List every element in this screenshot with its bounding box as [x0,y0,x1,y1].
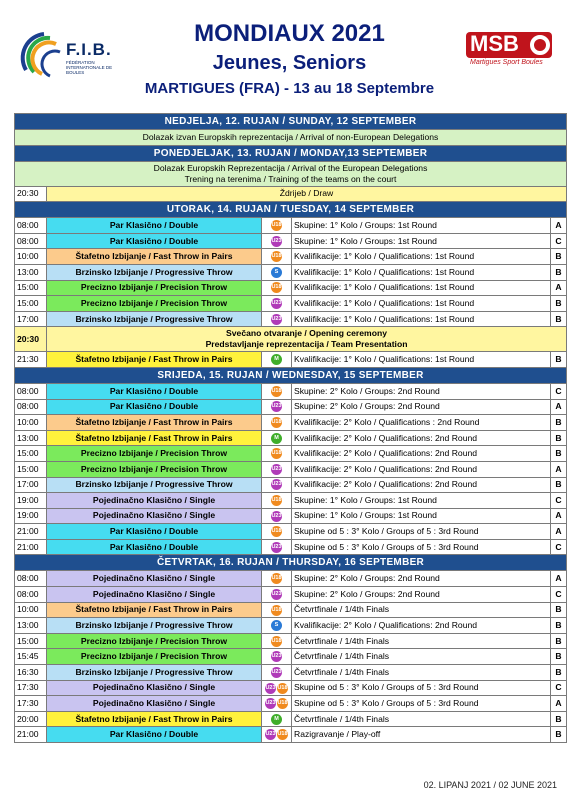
event-court: C [551,539,567,555]
event-round: Skupine od 5 : 3° Kolo / Groups of 5 : 3rd Round [292,696,551,712]
event-court: C [551,587,567,603]
event-court: B [551,415,567,431]
fib-name: F.I.B. [66,40,112,59]
event-discipline: Precizno Izbijanje / Precision Throw [47,461,262,477]
event-discipline: Precizno Izbijanje / Precision Throw [47,296,262,312]
event-time: 08:00 [15,218,47,234]
category-badge-icon: U18 [271,220,282,231]
event-round: Skupine: 2° Kolo / Groups: 2nd Round [292,587,551,603]
event-category [262,383,292,399]
event-category [262,249,292,265]
category-badge-icon: U23 [271,401,282,412]
event-time: 15:00 [15,296,47,312]
event-court: B [551,446,567,462]
category-badge-icon: M [271,354,282,365]
ceremony-row [15,327,567,352]
event-round: Četvrtfinale / 1/4th Finals [292,602,551,618]
day-note-line: Trening na terenima / Training of the teams on the court [184,173,397,184]
event-time: 21:30 [15,352,47,368]
event-round: Skupine: 2° Kolo / Groups: 2nd Round [292,399,551,415]
event-category [262,352,292,368]
event-court: B [551,711,567,727]
event-court: B [551,665,567,681]
event-time: 15:00 [15,446,47,462]
event-discipline: Štafetno Izbijanje / Fast Throw in Pairs [47,415,262,431]
event-time: 19:00 [15,493,47,509]
draw-row [15,186,567,202]
event-discipline: Pojedinačno Klasično / Single [47,493,262,509]
event-time: 15:00 [15,461,47,477]
event-round: Četvrtfinale / 1/4th Finals [292,711,551,727]
page-subtitle: Jeunes, Seniors [212,52,367,74]
event-discipline: Brzinsko Izbijanje / Progressive Throw [47,311,262,327]
event-court: C [551,233,567,249]
day-header-row [15,202,567,218]
table-row [15,249,567,265]
event-round: Skupine od 5 : 3° Kolo / Groups of 5 : 3rd Round [292,539,551,555]
event-court: B [551,477,567,493]
event-round: Skupine: 2° Kolo / Groups: 2nd Round [292,571,551,587]
event-discipline: Štafetno Izbijanje / Fast Throw in Pairs [47,249,262,265]
event-place: MARTIGUES (FRA) - 13 au 18 Septembre [144,80,435,97]
table-row [15,352,567,368]
event-court: B [551,296,567,312]
event-category [262,524,292,540]
ceremony-line: Svečano otvaranje / Opening ceremony [226,328,387,339]
event-discipline: Štafetno Izbijanje / Fast Throw in Pairs [47,352,262,368]
event-time: 19:00 [15,508,47,524]
category-badge-icon: U23 [271,298,282,309]
msb-name: MSB [470,31,519,56]
schedule-table [14,113,567,743]
table-row [15,618,567,634]
event-time: 15:45 [15,649,47,665]
event-discipline: Pojedinačno Klasično / Single [47,587,262,603]
category-badge-icon: U18 [277,683,288,694]
event-category [262,649,292,665]
category-badge-icon: U23 [271,542,282,553]
table-row [15,696,567,712]
table-row [15,665,567,681]
event-discipline: Štafetno Izbijanje / Fast Throw in Pairs [47,430,262,446]
event-discipline: Pojedinačno Klasično / Single [47,680,262,696]
event-discipline: Brzinsko Izbijanje / Progressive Throw [47,665,262,681]
event-round: Četvrtfinale / 1/4th Finals [292,665,551,681]
event-discipline: Štafetno Izbijanje / Fast Throw in Pairs [47,711,262,727]
day-note: Dolazak izvan Europskih reprezentacija / Arrival of non-European Delegations [15,130,567,146]
category-badge-icon: U23 [271,464,282,475]
table-row [15,430,567,446]
event-category [262,493,292,509]
event-category [262,446,292,462]
table-row [15,727,567,743]
event-court: B [551,264,567,280]
table-row [15,587,567,603]
draw-time: 20:30 [15,186,47,202]
event-round: Kvalifikacije: 1° Kolo / Qualifications: 1st Round [292,280,551,296]
category-badge-icon: U23 [271,236,282,247]
category-badge-icon: U18 [271,605,282,616]
category-badge-icon: U23 [271,651,282,662]
event-category [262,399,292,415]
category-badge-icon: U23 [265,729,276,740]
table-row [15,461,567,477]
table-row [15,296,567,312]
event-court: C [551,383,567,399]
event-round: Skupine: 1° Kolo / Groups: 1st Round [292,508,551,524]
event-category [262,711,292,727]
table-row [15,399,567,415]
event-round: Skupine od 5 : 3° Kolo / Groups of 5 : 3rd Round [292,680,551,696]
table-row [15,602,567,618]
table-row [15,493,567,509]
document-date: 02. LIPANJ 2021 / 02 JUNE 2021 [423,780,557,790]
event-category [262,264,292,280]
event-court: A [551,524,567,540]
event-category [262,571,292,587]
event-category [262,311,292,327]
event-court: A [551,508,567,524]
event-court: B [551,602,567,618]
category-badge-icon: S [271,267,282,278]
table-row [15,311,567,327]
event-round: Četvrtfinale / 1/4th Finals [292,649,551,665]
event-discipline: Par Klasično / Double [47,524,262,540]
note-row [15,161,567,186]
table-row [15,649,567,665]
event-court: A [551,461,567,477]
event-discipline: Štafetno Izbijanje / Fast Throw in Pairs [47,602,262,618]
day-header: PONEDJELJAK, 13. RUJAN / MONDAY,13 SEPTEMBER [15,145,567,161]
event-court: B [551,249,567,265]
event-round: Razigravanje / Play-off [292,727,551,743]
event-time: 17:30 [15,680,47,696]
event-time: 08:00 [15,233,47,249]
event-category [262,508,292,524]
event-court: B [551,633,567,649]
day-header: SRIJEDA, 15. RUJAN / WEDNESDAY, 15 SEPTEMBER [15,367,567,383]
event-time: 17:30 [15,696,47,712]
event-category [262,280,292,296]
event-time: 17:00 [15,311,47,327]
category-badge-icon: U18 [271,386,282,397]
event-time: 10:00 [15,415,47,431]
event-time: 13:00 [15,264,47,280]
event-time: 10:00 [15,249,47,265]
table-row [15,711,567,727]
event-round: Skupine: 1° Kolo / Groups: 1st Round [292,218,551,234]
event-round: Skupine: 1° Kolo / Groups: 1st Round [292,233,551,249]
category-badge-icon: U18 [271,417,282,428]
table-row [15,680,567,696]
event-round: Kvalifikacije: 2° Kolo / Qualifications: 2nd Round [292,477,551,493]
event-category [262,665,292,681]
table-row [15,233,567,249]
category-badge-icon: U18 [277,729,288,740]
event-category [262,602,292,618]
event-discipline: Par Klasično / Double [47,539,262,555]
event-time: 13:00 [15,430,47,446]
note-row [15,130,567,146]
event-court: A [551,696,567,712]
event-time: 08:00 [15,571,47,587]
event-category [262,233,292,249]
event-round: Kvalifikacije: 2° Kolo / Qualifications : 2nd Round [292,415,551,431]
category-badge-icon: U23 [265,698,276,709]
event-court: B [551,649,567,665]
event-discipline: Par Klasično / Double [47,233,262,249]
event-category [262,680,292,696]
event-round: Skupine od 5 : 3° Kolo / Groups of 5 : 3rd Round [292,524,551,540]
event-time: 10:00 [15,602,47,618]
table-row [15,280,567,296]
fib-subtitle: FÉDÉRATION INTERNATIONALE DE BOULES [66,60,113,75]
category-badge-icon: U23 [271,314,282,325]
event-court: C [551,680,567,696]
event-round: Četvrtfinale / 1/4th Finals [292,633,551,649]
category-badge-icon: U23 [271,589,282,600]
event-discipline: Brzinsko Izbijanje / Progressive Throw [47,618,262,634]
event-round: Kvalifikacije: 2° Kolo / Qualifications: 2nd Round [292,430,551,446]
event-discipline: Precizno Izbijanje / Precision Throw [47,280,262,296]
event-round: Kvalifikacije: 2° Kolo / Qualifications: 2nd Round [292,446,551,462]
table-row [15,415,567,431]
event-court: A [551,571,567,587]
category-badge-icon: U23 [271,479,282,490]
event-discipline: Brzinsko Izbijanje / Progressive Throw [47,477,262,493]
event-discipline: Precizno Izbijanje / Precision Throw [47,649,262,665]
event-discipline: Pojedinačno Klasično / Single [47,508,262,524]
category-badge-icon: S [271,620,282,631]
event-round: Kvalifikacije: 1° Kolo / Qualifications: 1st Round [292,311,551,327]
msb-subtitle: Martigues Sport Boules [470,59,543,66]
event-time: 21:00 [15,727,47,743]
category-badge-icon: U18 [271,282,282,293]
event-time: 08:00 [15,399,47,415]
table-row [15,633,567,649]
event-category [262,618,292,634]
event-category [262,477,292,493]
page-title: MONDIAUX 2021 [194,20,385,47]
event-round: Kvalifikacije: 1° Kolo / Qualifications: 1st Round [292,296,551,312]
event-round: Kvalifikacije: 1° Kolo / Qualifications: 1st Round [292,264,551,280]
day-note [15,161,567,186]
table-row [15,524,567,540]
event-discipline: Pojedinačno Klasično / Single [47,571,262,587]
category-badge-icon: U18 [271,636,282,647]
event-round: Kvalifikacije: 1° Kolo / Qualifications: 1st Round [292,249,551,265]
event-category [262,415,292,431]
event-court: B [551,311,567,327]
event-court: A [551,218,567,234]
ceremony-label [47,327,567,352]
event-discipline: Par Klasično / Double [47,399,262,415]
event-court: C [551,493,567,509]
event-court: A [551,280,567,296]
day-header-row [15,367,567,383]
event-category [262,587,292,603]
category-badge-icon: U18 [271,448,282,459]
event-time: 15:00 [15,633,47,649]
event-time: 20:00 [15,711,47,727]
event-time: 08:00 [15,587,47,603]
event-category [262,696,292,712]
event-discipline: Precizno Izbijanje / Precision Throw [47,446,262,462]
category-badge-icon: U23 [271,511,282,522]
event-time: 21:00 [15,539,47,555]
table-row [15,477,567,493]
day-header: UTORAK, 14. RUJAN / TUESDAY, 14 SEPTEMBER [15,202,567,218]
event-discipline: Par Klasično / Double [47,727,262,743]
ceremony-time: 20:30 [15,327,47,352]
event-discipline: Pojedinačno Klasično / Single [47,696,262,712]
event-time: 15:00 [15,280,47,296]
event-time: 08:00 [15,383,47,399]
event-discipline: Par Klasično / Double [47,383,262,399]
event-time: 16:30 [15,665,47,681]
table-row [15,218,567,234]
ceremony-line: Predstavljanje reprezentacija / Team Presentation [205,339,408,350]
category-badge-icon: U23 [265,683,276,694]
event-court: B [551,352,567,368]
event-category [262,430,292,446]
event-discipline: Precizno Izbijanje / Precision Throw [47,633,262,649]
category-badge-icon: M [271,433,282,444]
table-row [15,508,567,524]
table-row [15,383,567,399]
event-time: 17:00 [15,477,47,493]
category-badge-icon: U18 [271,251,282,262]
draw-label: Ždrijeb / Draw [47,186,567,202]
event-category [262,727,292,743]
event-court: B [551,618,567,634]
event-category [262,296,292,312]
event-round: Skupine: 2° Kolo / Groups: 2nd Round [292,383,551,399]
category-badge-icon: U18 [277,698,288,709]
event-discipline: Par Klasično / Double [47,218,262,234]
event-round: Kvalifikacije: 2° Kolo / Qualifications: 2nd Round [292,461,551,477]
event-court: B [551,727,567,743]
event-round: Skupine: 1° Kolo / Groups: 1st Round [292,493,551,509]
event-round: Kvalifikacije: 2° Kolo / Qualifications: 2nd Round [292,618,551,634]
event-category [262,539,292,555]
event-category [262,633,292,649]
event-round: Kvalifikacije: 1° Kolo / Qualifications: 1st Round [292,352,551,368]
category-badge-icon: U23 [271,667,282,678]
day-header-row [15,145,567,161]
day-header-row [15,114,567,130]
event-time: 13:00 [15,618,47,634]
event-discipline: Brzinsko Izbijanje / Progressive Throw [47,264,262,280]
day-header: ČETVRTAK, 16. RUJAN / THURSDAY, 16 SEPTEMBER [15,555,567,571]
day-header: NEDJELJA, 12. RUJAN / SUNDAY, 12 SEPTEMBER [15,114,567,130]
document-header [0,0,579,110]
category-badge-icon: U18 [271,526,282,537]
category-badge-icon: U18 [271,573,282,584]
table-row [15,539,567,555]
event-court: B [551,430,567,446]
event-category [262,218,292,234]
event-time: 21:00 [15,524,47,540]
table-row [15,264,567,280]
category-badge-icon: M [271,714,282,725]
table-row [15,446,567,462]
day-note-line: Dolazak Europskih Reprezentacija / Arrival of the European Delegations [153,162,428,173]
table-row [15,571,567,587]
day-header-row [15,555,567,571]
category-badge-icon: U18 [271,495,282,506]
event-category [262,461,292,477]
event-court: A [551,399,567,415]
